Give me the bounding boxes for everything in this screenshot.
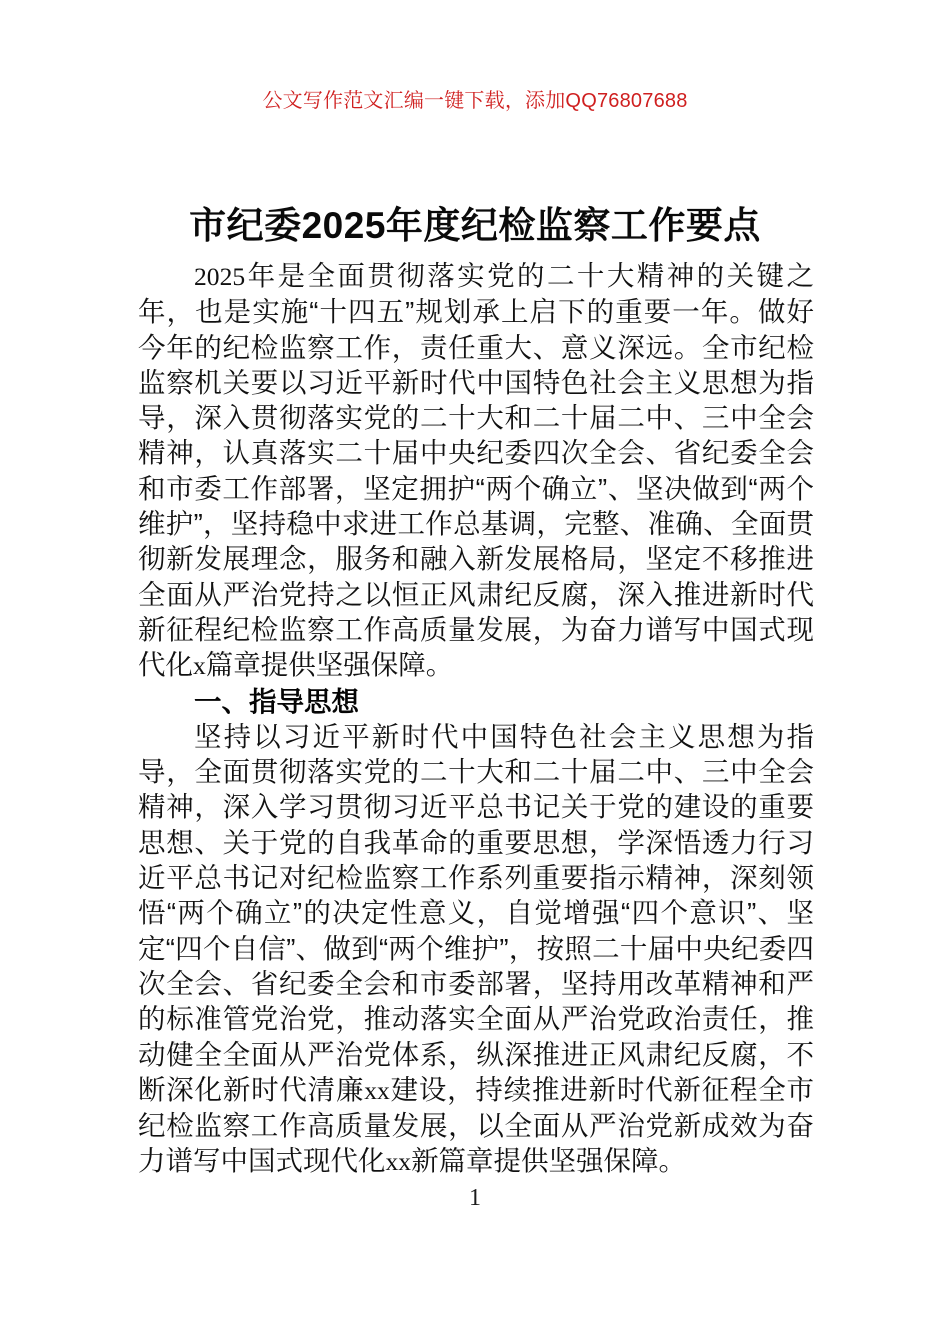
latin-run: x <box>193 651 206 681</box>
guiding-ideology-paragraph: 坚持以习近平新时代中国特色社会主义思想为指导，全面贯彻落实党的二十大和二十届二中、三中全会精神，深入学习贯彻习近平总书记关于党的建设的重要思想、关于党的自我革命的重要思想，学深悟透力行习近平总书记对纪检监察工作系列重要指示精神，深刻领悟“两个确立”的决定性意义，自觉增强“四个意识”、坚定“四个自信”、做到“两个维护”，按照二十届中央纪委四次全会、省纪委全会和市委部署，坚持用改革精神和严的标准管党治党，推动落实全面从严治党政治责任，推动健全全面从严治党体系，纵深推进正风肃纪反腐，不断深化新时代清廉xx建设，持续推进新时代新征程全市纪检监察工作高质量发展，以全面从严治党新成效为奋力谱写中国式现代化xx新篇章提供坚强保障。 <box>138 720 815 1177</box>
latin-run: 2025 <box>194 262 246 291</box>
intro-paragraph: 2025年是全面贯彻落实党的二十大精神的关键之年，也是实施“十四五”规划承上启下的重要一年。做好今年的纪检监察工作，责任重大、意义深远。全市纪检监察机关要以习近平新时代中国特色社会主义思想为指导，深入贯彻落实党的二十大和二十届二中、三中全会精神，认真落实二十届中央纪委四次全会、省纪委全会和市委工作部署，坚定拥护“两个确立”、坚决做到“两个维护”，坚持稳中求进工作总基调，完整、准确、全面贯彻新发展理念，服务和融入新发展格局，坚定不移推进全面从严治党持之以恒正风肃纪反腐，深入推进新时代新征程纪检监察工作高质量发展，为奋力谱写中国式现代化x篇章提供坚强保障。 <box>138 260 814 681</box>
section-heading-1: 一、指导思想 <box>194 685 359 717</box>
page-number: 1 <box>469 1185 481 1211</box>
latin-run: xx <box>385 1147 412 1177</box>
document-title: 市纪委2025年度纪检监察工作要点 <box>189 204 761 246</box>
document-body <box>138 258 814 1180</box>
latin-run: xx <box>364 1075 390 1105</box>
promo-watermark-header: 公文写作范文汇编一键下载，添加QQ76807688 <box>262 90 688 112</box>
